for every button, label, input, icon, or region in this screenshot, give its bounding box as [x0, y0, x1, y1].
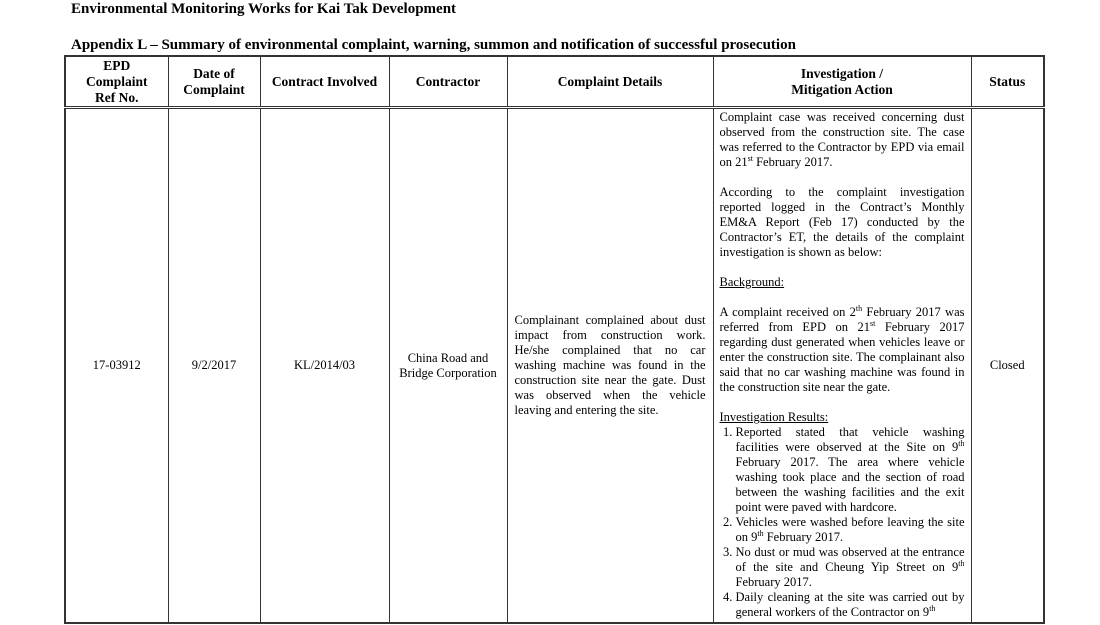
cell-ref-no: 17-03912	[65, 108, 168, 624]
background-text	[720, 305, 965, 395]
text: Reported stated that vehicle washing facilities were observed at the Site on 9	[735, 425, 965, 454]
text: February 2017 was referred from EPD on 21	[719, 305, 965, 334]
text: February 2017.	[735, 575, 812, 589]
sup: th	[958, 558, 965, 568]
header-ref-no	[65, 56, 168, 108]
appendix-title: Appendix L – Summary of environmental complaint, warning, summon and notification of successful prosecution	[71, 37, 796, 53]
list-item	[736, 425, 965, 515]
text: Complaint case was received concerning dust observed from the construction site. The case was referred to the Contractor by EPD via email on 21	[719, 110, 965, 169]
text: February 2017.	[752, 155, 833, 169]
cell-complaint-details: Complainant complained about dust impact from construction work. He/she complained that no car washing machine was found in the construction site near the gate. Dust was observed when the vehicle leaving and entering the site.	[507, 108, 713, 624]
header-details: Complaint Details	[507, 56, 713, 108]
header-investigation	[713, 56, 971, 108]
text: February 2017 regarding dust generated when vehicles leave or enter the construction site. The complainant also said that no car washing machine was found in the construction site near the gate.	[719, 320, 965, 394]
investigation-report: According to the complaint investigation reported logged in the Contract’s Monthly EM&A Report (Feb 17) conducted by the Contractor’s ET, the details of the complaint investigation is shown as below:	[719, 185, 965, 259]
header-date-label: Date of Complaint	[183, 65, 245, 97]
cell-date: 9/2/2017	[168, 108, 260, 624]
sup: th	[958, 438, 965, 448]
cell-status: Closed	[971, 108, 1044, 624]
text: Vehicles were washed before leaving the site on 9	[735, 515, 965, 544]
table-row	[65, 108, 1044, 624]
sup: th	[855, 303, 863, 313]
sup: st	[870, 318, 876, 328]
header-investigation-line2: Mitigation Action	[791, 81, 893, 97]
list-item	[736, 545, 965, 590]
header-status: Status	[971, 56, 1044, 108]
text: February 2017. The area where vehicle washing took place and the section of road between the washing facilities and the exit point were paved with hardcore.	[735, 455, 965, 514]
text: A complaint received on 2	[719, 305, 856, 319]
text: February 2017.	[763, 530, 844, 544]
cell-contractor: China Road and Bridge Corporation	[389, 108, 507, 624]
text: No dust or mud was observed at the entrance of the site and Cheung Yip Street on 9	[735, 545, 965, 574]
table-header-row	[65, 56, 1044, 108]
results-list	[720, 425, 965, 620]
sup: th	[929, 603, 936, 613]
header-ref-no-label: EPD Complaint Ref No.	[85, 57, 148, 105]
list-item	[736, 515, 965, 545]
background-heading: Background:	[719, 275, 785, 289]
header-date	[168, 56, 260, 108]
cell-investigation	[713, 108, 971, 624]
list-item	[736, 590, 965, 620]
document-title: Environmental Monitoring Works for Kai Tak Development	[71, 1, 457, 17]
header-contract: Contract Involved	[260, 56, 389, 108]
investigation-intro	[720, 110, 965, 170]
results-heading: Investigation Results:	[719, 410, 829, 424]
complaint-table	[64, 55, 1045, 624]
sup: th	[757, 528, 764, 538]
cell-contract: KL/2014/03	[260, 108, 389, 624]
header-investigation-line1: Investigation /	[800, 65, 884, 81]
header-contractor: Contractor	[389, 56, 507, 108]
text: Daily cleaning at the site was carried out by general workers of the Contractor on 9	[735, 590, 965, 619]
sup: st	[747, 153, 753, 163]
